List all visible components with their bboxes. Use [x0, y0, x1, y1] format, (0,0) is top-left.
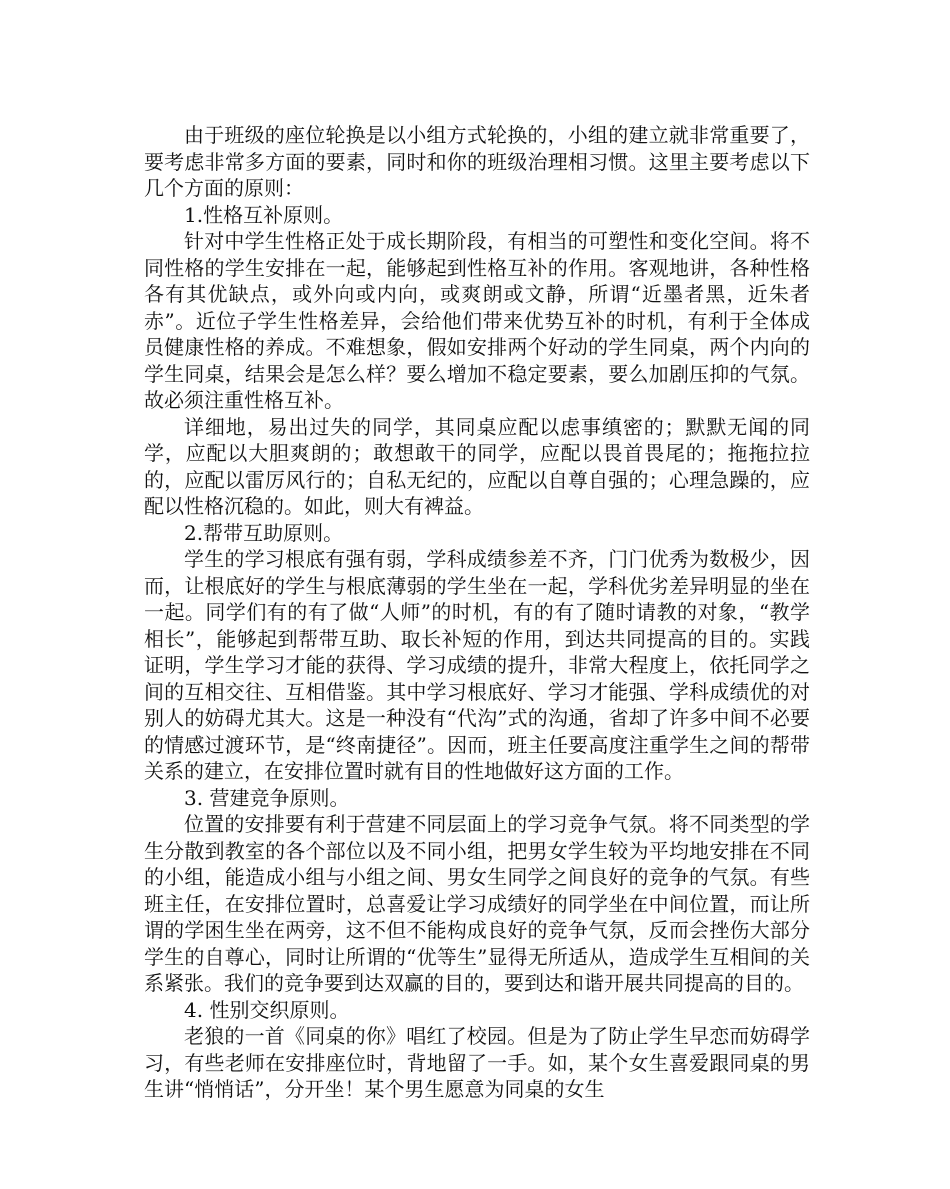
section-heading-3: 3. 营建竞争原则。	[184, 785, 350, 810]
section-heading-4: 4. 性别交织原则。	[184, 997, 350, 1022]
paragraph-1b: 详细地，易出过失的同学，其同桌应配以虑事缜密的；默默无闻的同学，应配以大胆爽朗的；敢想敢干的同学，应配以畏首畏尾的；拖拖拉拉的，应配以雷厉风行的；自私无纪的，应配以自尊自强的；心理急躁的，应配以性格沉稳的。如此，则大有裨益。	[144, 414, 810, 518]
paragraph-4: 老狼的一首《同桌的你》唱红了校园。但是为了防止学生早恋而妨碍学习，有些老师在安排座位时，背地留了一手。如，某个女生喜爱跟同桌的男生讲“悄悄话”，分开坐！某个男生愿意为同桌的女生	[144, 1024, 810, 1101]
section-heading-1: 1.性格互补原则。	[184, 202, 344, 227]
paragraph-2: 学生的学习根底有强有弱，学科成绩参差不齐，门门优秀为数极少，因而，让根底好的学生与根底薄弱的学生坐在一起，学科优劣差异明显的坐在一起。同学们有的有了做“人师”的时机，有的有了随时请教的对象，“教学相长”，能够起到帮带互助、取长补短的作用，到达共同提高的目的。实践证明，学生学习才能的获得、学习成绩的提升，非常大程度上，依托同学之间的互相交往、互相借鉴。其中学习根底好、学习才能强、学科成绩优的对别人的妨碍尤其大。这是一种没有“代沟”式的沟通，省却了许多中间不必要的情感过渡环节，是“终南捷径”。因而，班主任要高度注重学生之间的帮带关系的建立，在安排位置时就有目的性地做好这方面的工作。	[144, 547, 810, 783]
paragraph-intro: 由于班级的座位轮换是以小组方式轮换的，小组的建立就非常重要了，要考虑非常多方面的要素，同时和你的班级治理相习惯。这里主要考虑以下几个方面的原则：	[144, 123, 810, 200]
section-heading-2: 2.帮带互助原则。	[184, 520, 344, 545]
paragraph-3: 位置的安排要有利于营建不同层面上的学习竞争气氛。将不同类型的学生分散到教室的各个部位以及不同小组，把男女学生较为平均地安排在不同的小组，能造成小组与小组之间、男女生同学之间良好的竞争的气氛。有些班主任，在安排位置时，总喜爱让学习成绩好的同学坐在中间位置，而让所谓的学困生坐在两旁，这不但不能构成良好的竞争气氛，反而会挫伤大部分学生的自尊心，同时让所谓的“优等生”显得无所适从，造成学生互相间的关系紧张。我们的竞争要到达双赢的目的，要到达和谐开展共同提高的目的。	[144, 812, 810, 995]
document-body	[144, 122, 810, 1103]
paragraph-1a: 针对中学生性格正处于成长期阶段，有相当的可塑性和变化空间。将不同性格的学生安排在一起，能够起到性格互补的作用。客观地讲，各种性格各有其优缺点，或外向或内向，或爽朗或文静，所谓“近墨者黑，近朱者赤”。近位子学生性格差异，会给他们带来优势互补的时机，有利于全体成员健康性格的养成。不难想象，假如安排两个好动的学生同桌，两个内向的学生同桌，结果会是怎么样？要么增加不稳定要素，要么加剧压抑的气氛。故必须注重性格互补。	[144, 229, 810, 412]
